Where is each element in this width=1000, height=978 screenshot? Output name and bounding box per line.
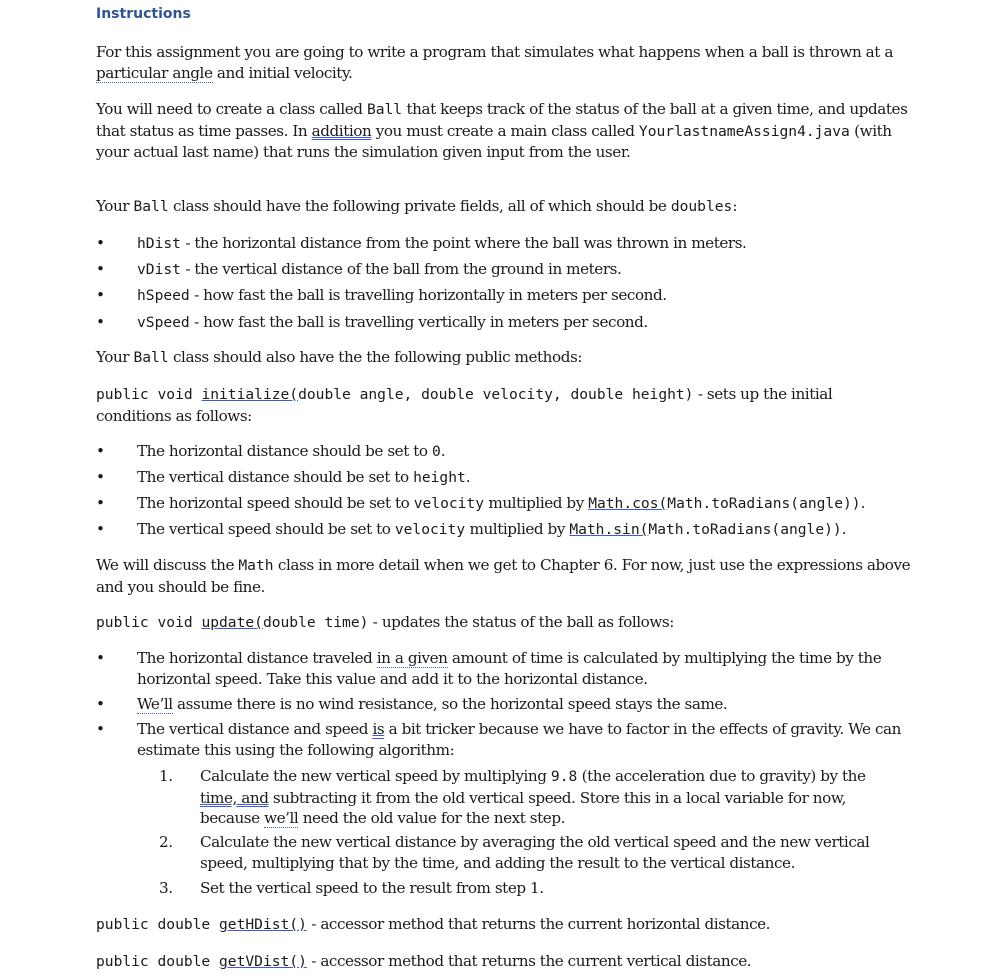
getvdist-signature: public double getVDist() - accessor method that returns the current vertical distance. xyxy=(96,952,752,970)
class-paragraph: You will need to create a class called Ball that keeps track of the status of the ball at a given time, and updates that status as time passes. In addition you must create a main class called YourlastnameAssign4.java (with your actual last name) that runs the simulation given input from the user. xyxy=(96,100,908,161)
update-signature: public void update(double time) - updates the status of the ball as follows: xyxy=(96,613,674,631)
gethdist-signature: public double getHDist() - accessor method that returns the current horizontal distance. xyxy=(96,915,771,933)
fields-intro: Your Ball class should have the following private fields, all of which should be doubles: xyxy=(96,197,738,215)
section-heading: Instructions xyxy=(96,6,191,22)
methods-intro: Your Ball class should also have the the following public methods: xyxy=(96,348,582,366)
initialize-signature: public void initialize(double angle, double velocity, double height) - sets up the initial conditions as follows: xyxy=(96,385,833,425)
intro-paragraph: For this assignment you are going to write a program that simulates what happens when a ball is thrown at a particular angle and initial velocity. xyxy=(96,43,893,82)
math-note: We will discuss the Math class in more detail when we get to Chapter 6. For now, just use the expressions above and you should be fine. xyxy=(96,556,911,596)
